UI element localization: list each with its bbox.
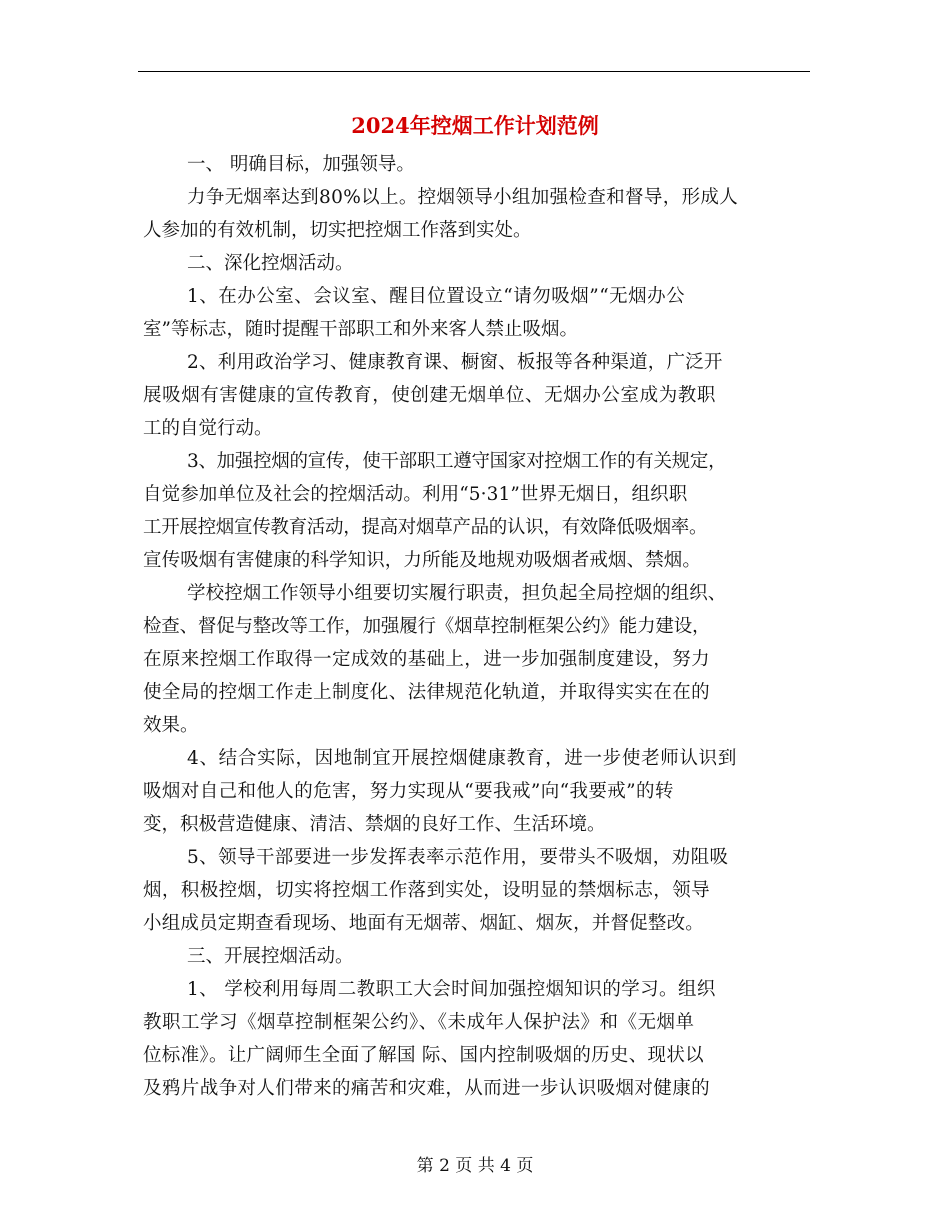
body-line: 二、深化控烟活动。	[187, 253, 354, 274]
body-line: 教职工学习《烟草控制框架公约》、《未成年人保护法》和《无烟单	[143, 1012, 695, 1033]
body-line: 一、 明确目标，加强领导。	[187, 154, 415, 175]
body-line: 4、结合实际，因地制宜开展控烟健康教育，进一步使老师认识到	[187, 748, 738, 769]
body-line: 三、开展控烟活动。	[187, 946, 354, 967]
body-line: 工开展控烟宣传教育活动，提高对烟草产品的认识，有效降低吸烟率。	[143, 517, 708, 538]
body-line: 展吸烟有害健康的宣传教育，使创建无烟单位、无烟办公室成为教职	[143, 385, 717, 406]
body-line: 宣传吸烟有害健康的科学知识，力所能及地规劝吸烟者戒烟、禁烟。	[143, 550, 702, 571]
body-line: 效果。	[143, 715, 199, 736]
body-line: 在原来控烟工作取得一定成效的基础上，进一步加强制度建设，努力	[143, 649, 711, 670]
body-line: 自觉参加单位及社会的控烟活动。利用“5·31”世界无烟日，组织职	[143, 484, 688, 505]
body-line: 吸烟对自己和他人的危害，努力实现从“要我戒”向“我要戒”的转	[143, 781, 674, 802]
body-line: 烟，积极控烟，切实将控烟工作落到实处，设明显的禁烟标志，领导	[143, 880, 711, 901]
body-line: 小组成员定期查看现场、地面有无烟蒂、烟缸、烟灰，并督促整改。	[143, 913, 705, 934]
body-line: 学校控烟工作领导小组要切实履行职责，担负起全局控烟的组织、	[187, 583, 727, 604]
body-line: 使全局的控烟工作走上制度化、法律规范化轨道，并取得实实在在的	[143, 682, 711, 703]
body-line: 力争无烟率达到80%以上。控烟领导小组加强检查和督导，形成人	[187, 187, 739, 208]
body-line: 人参加的有效机制，切实把控烟工作落到实处。	[143, 220, 532, 241]
body-line: 2、利用政治学习、健康教育课、橱窗、板报等各种渠道，广泛开	[187, 352, 723, 373]
body-line: 位标准》。让广阔师生全面了解国 际、国内控制吸烟的历史、现状以	[143, 1045, 704, 1066]
body-line: 及鸦片战争对人们带来的痛苦和灾难，从而进一步认识吸烟对健康的	[143, 1078, 711, 1099]
body-line: 3、加强控烟的宣传，使干部职工遵守国家对控烟工作的有关规定，	[187, 451, 727, 472]
body-line: 室”等标志，随时提醒干部职工和外来客人禁止吸烟。	[143, 319, 578, 340]
header-rule	[138, 71, 810, 72]
body-line: 变，积极营造健康、清洁、禁烟的良好工作、生活环境。	[143, 814, 606, 835]
body-line: 5、领导干部要进一步发挥表率示范作用，要带头不吸烟，劝阻吸	[187, 847, 729, 868]
body-line: 1、 学校利用每周二教职工大会时间加强控烟知识的学习。组织	[187, 979, 716, 1000]
page-number-footer: 第 2 页 共 4 页	[416, 1156, 534, 1176]
document-title: 2024年控烟工作计划范例	[351, 113, 599, 138]
body-line: 检查、督促与整改等工作，加强履行《烟草控制框架公约》能力建设，	[143, 616, 711, 637]
body-line: 工的自觉行动。	[143, 418, 273, 439]
body-line: 1、在办公室、会议室、醒目位置设立“请勿吸烟”“无烟办公	[187, 286, 686, 307]
